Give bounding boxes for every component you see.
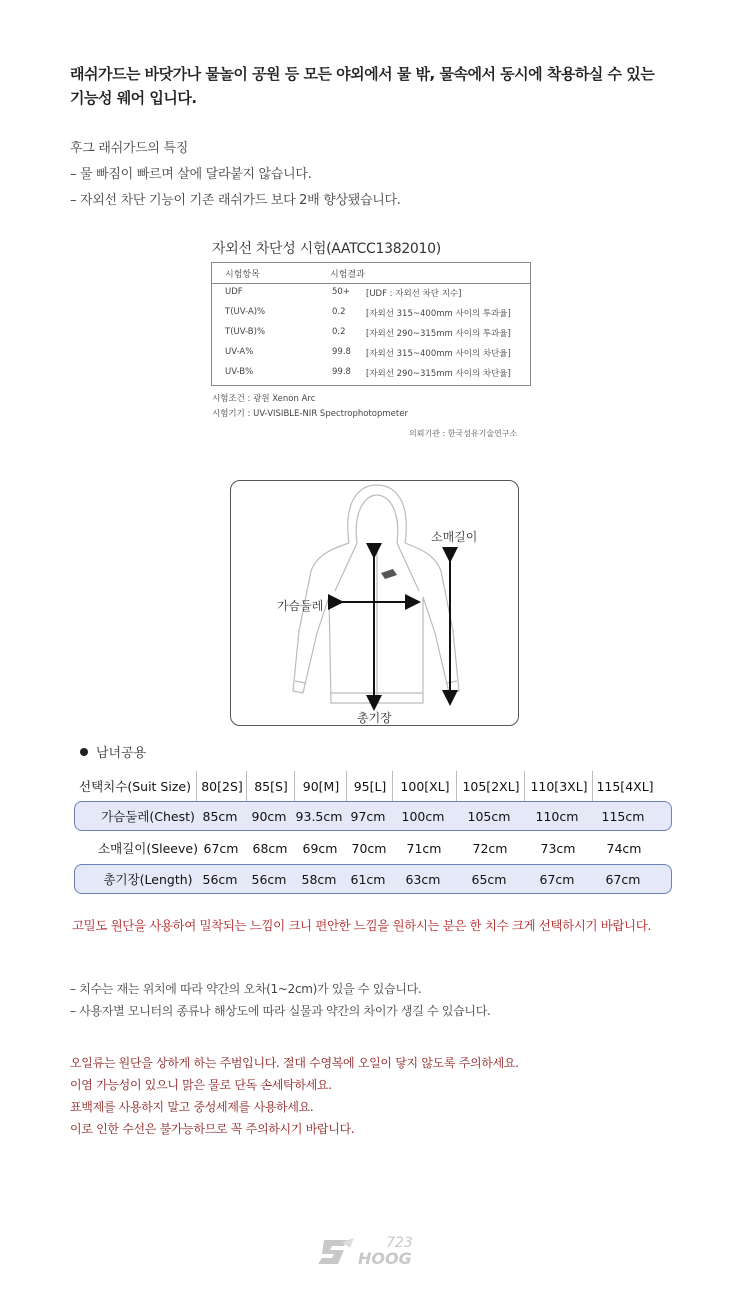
size-cell: 93.5cm [295, 808, 343, 824]
size-cell: 67cm [203, 840, 239, 856]
size-cell: 72cm [472, 840, 508, 856]
size-cell: 105cm [467, 808, 511, 824]
uv-item: T(UV-A)% [225, 307, 266, 317]
size-header-cell: 95[L] [346, 771, 393, 801]
uv-item: UV-B% [225, 367, 254, 377]
size-cell: 61cm [350, 871, 386, 887]
fit-note: 고밀도 원단을 사용하여 밀착되는 느낌이 크니 편안한 느낌을 원하시는 분은 한 치수 크게 선택하시기 바랍니다. [72, 918, 651, 933]
uv-test-header [212, 263, 530, 284]
features-section [70, 136, 401, 214]
length-row [74, 864, 672, 894]
uv-note: [자외선 315~400mm 사이의 차단율] [366, 349, 511, 359]
chest-label: 가슴둘레 [277, 599, 324, 613]
size-cell: 100cm [401, 808, 445, 824]
uv-test-row [212, 327, 530, 347]
uv-test-condition: 시험조건 : 광원 Xenon Arc [212, 394, 316, 404]
feature-item: – 물 빠짐이 빠르며 살에 달라붙지 않습니다. [70, 167, 312, 182]
uv-test-row [212, 347, 530, 367]
caution-item: 이로 인한 수선은 불가능하므로 꼭 주의하시기 바랍니다. [70, 1122, 355, 1136]
size-cell: 65cm [471, 871, 507, 887]
length-row-label: 총기장(Length) [103, 872, 193, 887]
chest-row [74, 801, 672, 831]
total-length-label: 총기장 [357, 711, 392, 725]
unisex-text: 남녀공용 [96, 746, 147, 761]
uv-test-header-item: 시험항목 [225, 270, 260, 280]
size-cell: 67cm [605, 871, 641, 887]
size-cell: 69cm [302, 840, 338, 856]
size-header-cell: 110[3XL] [524, 771, 593, 801]
uv-note: [자외선 290~315mm 사이의 차단율] [366, 369, 511, 379]
size-header-row [74, 771, 672, 801]
note-item: – 치수는 재는 위치에 따라 약간의 오차(1~2cm)가 있을 수 있습니다. [70, 982, 422, 996]
size-cell: 71cm [406, 840, 442, 856]
size-header-cell: 105[2XL] [456, 771, 525, 801]
measurement-notes [70, 978, 491, 1022]
uv-test-title: 자외선 차단성 시험(AATCC1382010) [212, 241, 441, 257]
uv-test-instrument: 시험기기 : UV-VISIBLE-NIR Spectrophotopmeter [212, 409, 408, 419]
uv-result: 0.2 [332, 307, 346, 317]
caution-item: 오일류는 원단을 상하게 하는 주범입니다. 절대 수영복에 오일이 닿지 않도록 주의하세요. [70, 1056, 519, 1070]
size-cell: 56cm [202, 871, 238, 887]
size-cell: 85cm [202, 808, 238, 824]
sleeve-length-label: 소매길이 [431, 530, 478, 544]
sleeve-row-label: 소매길이(Sleeve) [98, 841, 198, 856]
size-cell: 56cm [251, 871, 287, 887]
size-header-cell: 90[M] [294, 771, 347, 801]
size-cell: 115cm [601, 808, 645, 824]
uv-test-row [212, 307, 530, 327]
size-header-label: 선택치수(Suit Size) [79, 779, 191, 794]
uv-note: [자외선 315~400mm 사이의 투과율] [366, 309, 511, 319]
note-item: – 사용자별 모니터의 종류나 해상도에 따라 실물과 약간의 차이가 생길 수 있습니다. [70, 1004, 491, 1018]
caution-item: 이염 가능성이 있으니 맑은 물로 단독 손세탁하세요. [70, 1078, 332, 1092]
size-header-cell: 80[2S] [196, 771, 247, 801]
size-header-cell: 115[4XL] [592, 771, 657, 801]
logo-text: HOOG [358, 1249, 412, 1268]
care-cautions [70, 1052, 519, 1140]
uv-item: UDF [225, 287, 243, 297]
size-cell: 58cm [301, 871, 337, 887]
features-title: 후그 래쉬가드의 특징 [70, 141, 188, 156]
chest-row-label: 가슴둘레(Chest) [101, 809, 195, 824]
hoog-logo-icon [318, 1232, 438, 1272]
bullet-icon [80, 748, 88, 756]
measurement-diagram [230, 480, 519, 726]
size-header-cell: 85[S] [246, 771, 295, 801]
size-cell: 90cm [251, 808, 287, 824]
size-cell: 73cm [540, 840, 576, 856]
chest-logo-icon [381, 569, 397, 579]
uv-note: [UDF : 자외선 차단 지수] [366, 289, 462, 299]
feature-item: – 자외선 차단 기능이 기존 래쉬가드 보다 2배 향상됐습니다. [70, 193, 401, 208]
uv-test-header-result: 시험결과 [330, 270, 365, 280]
size-cell: 110cm [535, 808, 579, 824]
size-cell: 70cm [351, 840, 387, 856]
caution-item: 표백제를 사용하지 말고 중성세제를 사용하세요. [70, 1100, 314, 1114]
uv-note: [자외선 290~315mm 사이의 투과율] [366, 329, 511, 339]
size-cell: 68cm [252, 840, 288, 856]
uv-test-row [212, 287, 530, 307]
jacket-illustration [231, 481, 517, 724]
brand-logo [318, 1232, 438, 1276]
intro-line-2: 기능성 웨어 입니다. [70, 89, 197, 107]
uv-result: 99.8 [332, 367, 351, 377]
uv-item: T(UV-B)% [225, 327, 266, 337]
sleeve-row [74, 833, 672, 863]
uv-test-row [212, 367, 530, 387]
uv-result: 0.2 [332, 327, 346, 337]
size-cell: 67cm [539, 871, 575, 887]
uv-test-organization: 의뢰기관 : 한국섬유기술연구소 [409, 429, 518, 438]
size-header-cell: 100[XL] [392, 771, 457, 801]
uv-test-table [211, 262, 531, 386]
uv-result: 50+ [332, 287, 350, 297]
size-cell: 97cm [350, 808, 386, 824]
intro-text [70, 62, 710, 110]
intro-line-1: 래쉬가드는 바닷가나 물놀이 공원 등 모든 야외에서 물 밖, 물속에서 동시에 착용하실 수 있는 [70, 65, 655, 83]
unisex-label [80, 742, 146, 761]
size-cell: 74cm [606, 840, 642, 856]
uv-item: UV-A% [225, 347, 254, 357]
logo-number: 723 [386, 1235, 413, 1251]
uv-result: 99.8 [332, 347, 351, 357]
size-cell: 63cm [405, 871, 441, 887]
uv-test-conditions [212, 392, 408, 422]
